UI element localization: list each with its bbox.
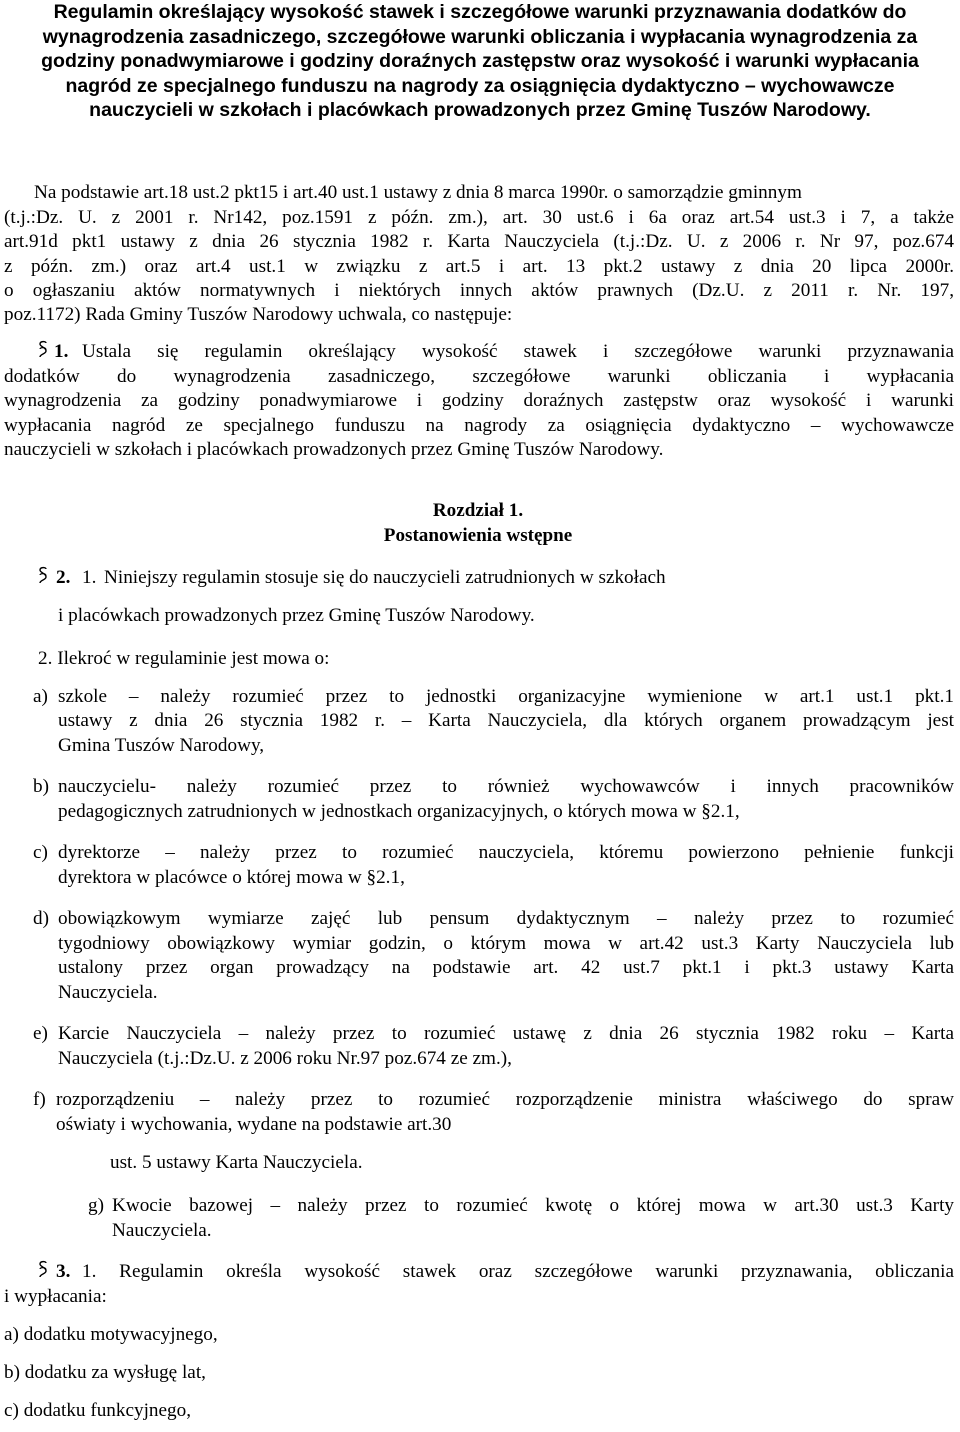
- section-text-line: wynagrodzenia za godziny ponadwymiarowe i godziny doraźnych zastępstw oraz wysokość i warunki: [4, 390, 954, 411]
- preamble-line: poz.1172) Rada Gminy Tuszów Narodowy uchwala, co następuje:: [4, 304, 513, 325]
- list-item-line: Karcie Nauczyciela – należy przez to rozumieć ustawę z dnia 26 stycznia 1982 roku – Karta: [58, 1023, 954, 1044]
- list-item-line: Nauczyciela.: [58, 982, 158, 1003]
- list-item-line: Kwocie bazowej – należy przez to rozumieć kwotę o której mowa w art.30 ust.3 Karty: [112, 1195, 954, 1216]
- title-line: nauczycieli w szkołach i placówkach prowadzonych przez Gminę Tuszów Narodowy.: [89, 99, 871, 122]
- paragraph-sign-icon: [38, 566, 48, 586]
- section-text-line: wypłacania nagród ze specjalnego funduszu na nagrody za osiągnięcia dydaktyczno – wychowawcze: [4, 415, 954, 436]
- list-item-line: a) dodatku motywacyjnego,: [4, 1324, 218, 1345]
- list-item-line: ustalony przez organ prowadzący na podstawie art. 42 ust.7 pkt.1 i pkt.3 ustawy Karta: [58, 957, 954, 978]
- list-item-line: Gmina Tuszów Narodowy,: [58, 735, 265, 756]
- section-number: 3.: [56, 1261, 71, 1282]
- paragraph-sign: [38, 566, 48, 586]
- list-item-line: ustawy z dnia 26 stycznia 1982 r. – Karta Nauczyciela, dla których organem prowadzącym jest: [58, 710, 954, 731]
- title-line: godziny ponadwymiarowe i godziny doraźnych zastępstw oraz wysokość i warunki wypłacania: [41, 50, 919, 73]
- section-text-line: 1. Regulamin określa wysokość stawek oraz szczegółowe warunki przyznawania, obliczania: [82, 1261, 954, 1282]
- list-label: a): [33, 686, 48, 707]
- section-text-line: Ustala się regulamin określający wysokość stawek i szczegółowe warunki przyznawania: [82, 341, 954, 362]
- preamble-line: z późn. zm.) oraz art.4 ust.1 w związku z art.5 i art. 13 pkt.2 ustawy z dnia 20 lipca 2000r.: [4, 256, 954, 277]
- paragraph-sign-icon: [38, 1260, 48, 1280]
- list-item-line: rozporządzeniu – należy przez to rozumieć rozporządzenie ministra właściwego do spraw: [56, 1089, 954, 1110]
- list-item-line: pedagogicznych zatrudnionych w jednostkach organizacyjnych, o których mowa w §2.1,: [58, 801, 740, 822]
- list-item-line: nauczycielu- należy rozumieć przez to również wychowawców i innych pracowników: [58, 776, 954, 797]
- section-text-line: 2. Ilekroć w regulaminie jest mowa o:: [38, 648, 330, 669]
- list-label: g): [88, 1195, 104, 1216]
- list-item-line: b) dodatku za wysługę lat,: [4, 1362, 206, 1383]
- list-item-line: Nauczyciela (t.j.:Dz.U. z 2006 roku Nr.97 poz.674 ze zm.),: [58, 1048, 512, 1069]
- list-label: b): [33, 776, 49, 797]
- list-item-line: ust. 5 ustawy Karta Nauczyciela.: [110, 1152, 363, 1173]
- paragraph-sign-icon: [38, 340, 48, 360]
- section-text-line: i wypłacania:: [4, 1286, 107, 1307]
- preamble-line: (t.j.:Dz. U. z 2001 r. Nr142, poz.1591 z późn. zm.), art. 30 ust.6 i 6a oraz art.54 ust.3 i 7, a także: [4, 207, 954, 228]
- title-line: nagród ze specjalnego funduszu na nagrody za osiągnięcia dydaktyczno – wychowawcze: [65, 74, 895, 97]
- document-title: [20, 0, 940, 123]
- chapter-number: Rozdział 1.: [432, 500, 524, 521]
- section-text-line: nauczycieli w szkołach i placówkach prowadzonych przez Gminę Tuszów Narodowy.: [4, 439, 664, 460]
- paragraph-sign: [38, 1260, 48, 1280]
- list-item-line: c) dodatku funkcyjnego,: [4, 1400, 192, 1421]
- list-item-line: dyrektora w placówce o której mowa w §2.1,: [58, 867, 405, 888]
- chapter-title: Postanowienia wstępne: [383, 525, 573, 546]
- list-item-line: Nauczyciela.: [112, 1220, 212, 1241]
- title-line: Regulamin określający wysokość stawek i szczegółowe warunki przyznawania dodatków do: [53, 1, 907, 23]
- list-label: f): [33, 1089, 46, 1110]
- section-text-line: dodatków do wynagrodzenia zasadniczego, szczegółowe warunki obliczania i wypłacania: [4, 366, 954, 387]
- list-item-line: dyrektorze – należy przez to rozumieć nauczyciela, któremu powierzono pełnienie funkcji: [58, 842, 954, 863]
- paragraph-sign: [38, 340, 48, 360]
- list-item-line: oświaty i wychowania, wydane na podstawie art.30: [56, 1114, 452, 1135]
- list-label: c): [33, 842, 48, 863]
- list-item-line: obowiązkowym wymiarze zajęć lub pensum dydaktycznym – należy przez to rozumieć: [58, 908, 954, 929]
- list-item-line: tygodniowy obowiązkowy wymiar godzin, o którym mowa w art.42 ust.3 Karty Nauczyciela lub: [58, 933, 954, 954]
- list-label: d): [33, 908, 49, 929]
- section-number: 2.: [56, 567, 71, 588]
- section-text-line: Niniejszy regulamin stosuje się do nauczycieli zatrudnionych w szkołach: [104, 567, 666, 588]
- preamble-line: Na podstawie art.18 ust.2 pkt15 i art.40 ust.1 ustawy z dnia 8 marca 1990r. o samorządzie gminnym: [34, 182, 802, 203]
- preamble-line: art.91d pkt1 ustawy z dnia 26 stycznia 1982 r. Karta Nauczyciela (t.j.:Dz. U. z 2006 r. Nr 97, poz.674: [4, 231, 954, 252]
- list-item-line: szkole – należy rozumieć przez to jednostki organizacyjne wymienione w art.1 ust.1 pkt.1: [58, 686, 954, 707]
- preamble-line: o ogłaszaniu aktów normatywnych i niektórych innych aktów prawnych (Dz.U. z 2011 r. Nr. 197,: [4, 280, 954, 301]
- point-number: 1.: [82, 567, 97, 588]
- section-number: 1.: [54, 341, 69, 362]
- title-line: wynagrodzenia zasadniczego, szczegółowe warunki obliczania i wypłacania wynagrodzenia za: [42, 25, 918, 48]
- list-label: e): [33, 1023, 48, 1044]
- section-text-line: i placówkach prowadzonych przez Gminę Tuszów Narodowy.: [58, 605, 535, 626]
